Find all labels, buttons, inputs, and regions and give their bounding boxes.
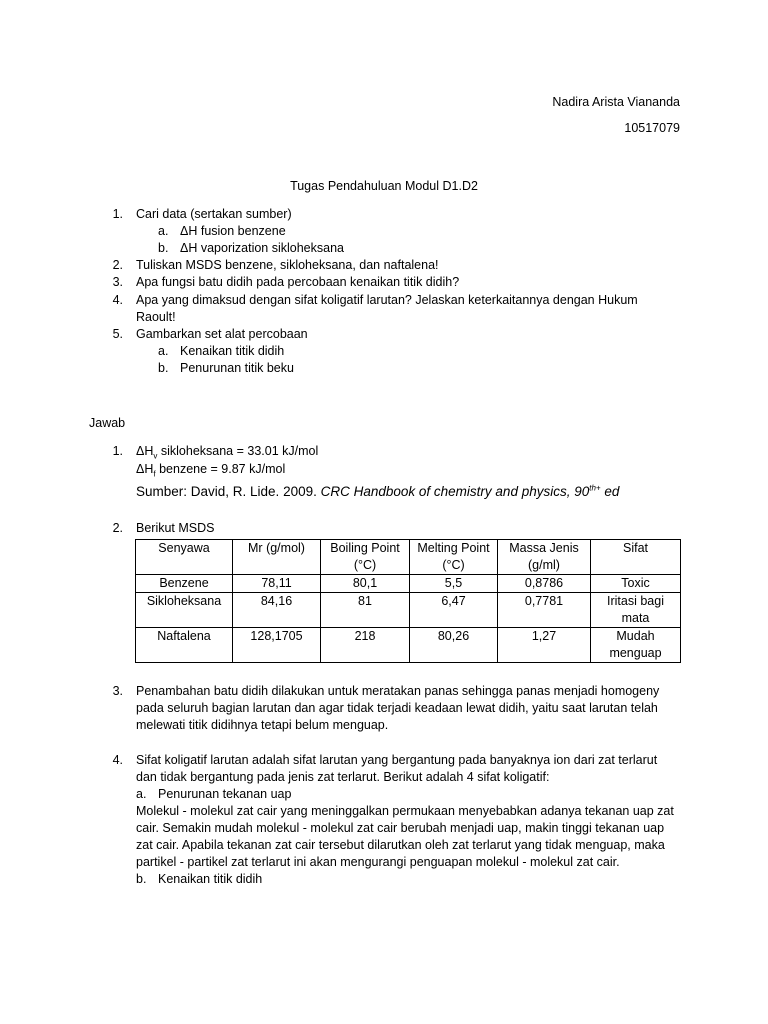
question-text: Apa fungsi batu didih pada percobaan kenaikan titik didih? (136, 275, 460, 289)
table-row (136, 628, 681, 663)
sub-text: ΔH fusion benzene (180, 224, 286, 238)
question-text: Tuliskan MSDS benzene, sikloheksana, dan naftalena! (136, 258, 439, 272)
column-header: Mr (g/mol) (233, 540, 321, 575)
table-cell: 1,27 (498, 628, 591, 663)
sub-text: Kenaikan titik didih (180, 344, 285, 358)
answer-number: 1. (112, 444, 123, 458)
table-cell: 80,1 (321, 575, 410, 593)
question-text: Cari data (sertakan sumber) (136, 207, 292, 221)
table-cell: 80,26 (410, 628, 498, 663)
table-cell: 128,1705 (233, 628, 321, 663)
answer-number: 2. (112, 521, 123, 535)
table-row (136, 575, 681, 593)
question-number: 2. (112, 258, 123, 272)
sub-text: Penurunan titik beku (180, 361, 294, 375)
table-cell: 0,7781 (498, 593, 591, 628)
column-header: Boiling Point (°C) (321, 540, 410, 575)
question-text: Apa yang dimaksud dengan sifat koligatif larutan? Jelaskan keterkaitannya dengan Hukum Raoult! (136, 293, 638, 324)
column-header: Senyawa (136, 540, 233, 575)
table-cell: Sikloheksana (136, 593, 233, 628)
source-citation: Sumber: David, R. Lide. 2009. CRC Handbook of chemistry and physics, $90^{th+}$ ed (136, 483, 620, 499)
student-id: 10517079 (624, 121, 680, 135)
column-header: Sifat (591, 540, 681, 575)
paragraph-line: zat cair. Apabila tekanan zat cair tersebut dilarutkan oleh zat terlarut yang tidak menguap, maka (136, 838, 665, 852)
question-number: 4. (112, 293, 123, 307)
author-name: Nadira Arista Viananda (552, 95, 680, 109)
table-cell: 81 (321, 593, 410, 628)
column-header: Massa Jenis (g/ml) (498, 540, 591, 575)
column-header: Melting Point (°C) (410, 540, 498, 575)
table-cell: 84,16 (233, 593, 321, 628)
question-number: 1. (112, 207, 123, 221)
answer-line: dan tidak bergantung pada jenis zat terlarut. Berikut adalah 4 sifat koligatif: (136, 770, 550, 784)
sub-text: ΔH vaporization sikloheksana (180, 241, 344, 255)
table-header-row (136, 540, 681, 575)
paragraph-line: partikel - partikel zat terlarut ini akan mengurangi penguapan molekul - molekul zat cair. (136, 855, 620, 869)
enthalpy-fusion: $\Delta H_f$ benzene = 9.87 kJ/mol (136, 462, 286, 479)
sub-text: Penurunan tekanan uap (158, 787, 292, 801)
table-cell: 78,11 (233, 575, 321, 593)
table-cell: Mudah menguap (591, 628, 681, 663)
table-cell: Iritasi bagi mata (591, 593, 681, 628)
table-cell: 218 (321, 628, 410, 663)
sub-label: b. (136, 872, 147, 886)
answer-line: Penambahan batu didih dilakukan untuk meratakan panas sehingga panas menjadi homogeny (136, 684, 660, 698)
msds-table (135, 539, 681, 663)
sub-label: b. (158, 241, 169, 255)
sub-label: b. (158, 361, 169, 375)
enthalpy-vaporization: $\Delta H_v$ sikloheksana = 33.01 kJ/mol (136, 444, 319, 461)
answer-number: 4. (112, 753, 123, 767)
answer-line: melewati titik didihnya tetapi belum menguap. (136, 718, 389, 732)
answers-heading: Jawab (89, 416, 126, 430)
answer-line: pada seluruh bagian larutan dan agar tidak terjadi keadaan lewat didih, yaitu saat larutan telah (136, 701, 658, 715)
document-title: Tugas Pendahuluan Modul D1.D2 (290, 179, 478, 193)
table-cell: Toxic (591, 575, 681, 593)
sub-label: a. (158, 344, 169, 358)
table-cell: 6,47 (410, 593, 498, 628)
paragraph-line: Molekul - molekul zat cair yang meninggalkan permukaan menyebabkan adanya tekanan uap zat (136, 804, 674, 818)
table-cell: Benzene (136, 575, 233, 593)
paragraph-line: cair. Semakin mudah molekul - molekul zat cair berubah menjadi uap, makin tinggi tekanan uap (136, 821, 665, 835)
answer-line: Sifat koligatif larutan adalah sifat larutan yang bergantung pada banyaknya ion dari zat terlarut (136, 753, 658, 767)
sub-label: a. (158, 224, 169, 238)
sub-label: a. (136, 787, 147, 801)
question-number: 5. (112, 327, 123, 341)
table-cell: 0,8786 (498, 575, 591, 593)
answer-number: 3. (112, 684, 123, 698)
msds-intro: Berikut MSDS (136, 521, 215, 535)
question-text: Gambarkan set alat percobaan (136, 327, 308, 341)
table-row (136, 593, 681, 628)
question-number: 3. (112, 275, 123, 289)
table-cell: 5,5 (410, 575, 498, 593)
sub-text: Kenaikan titik didih (158, 872, 263, 886)
table-cell: Naftalena (136, 628, 233, 663)
